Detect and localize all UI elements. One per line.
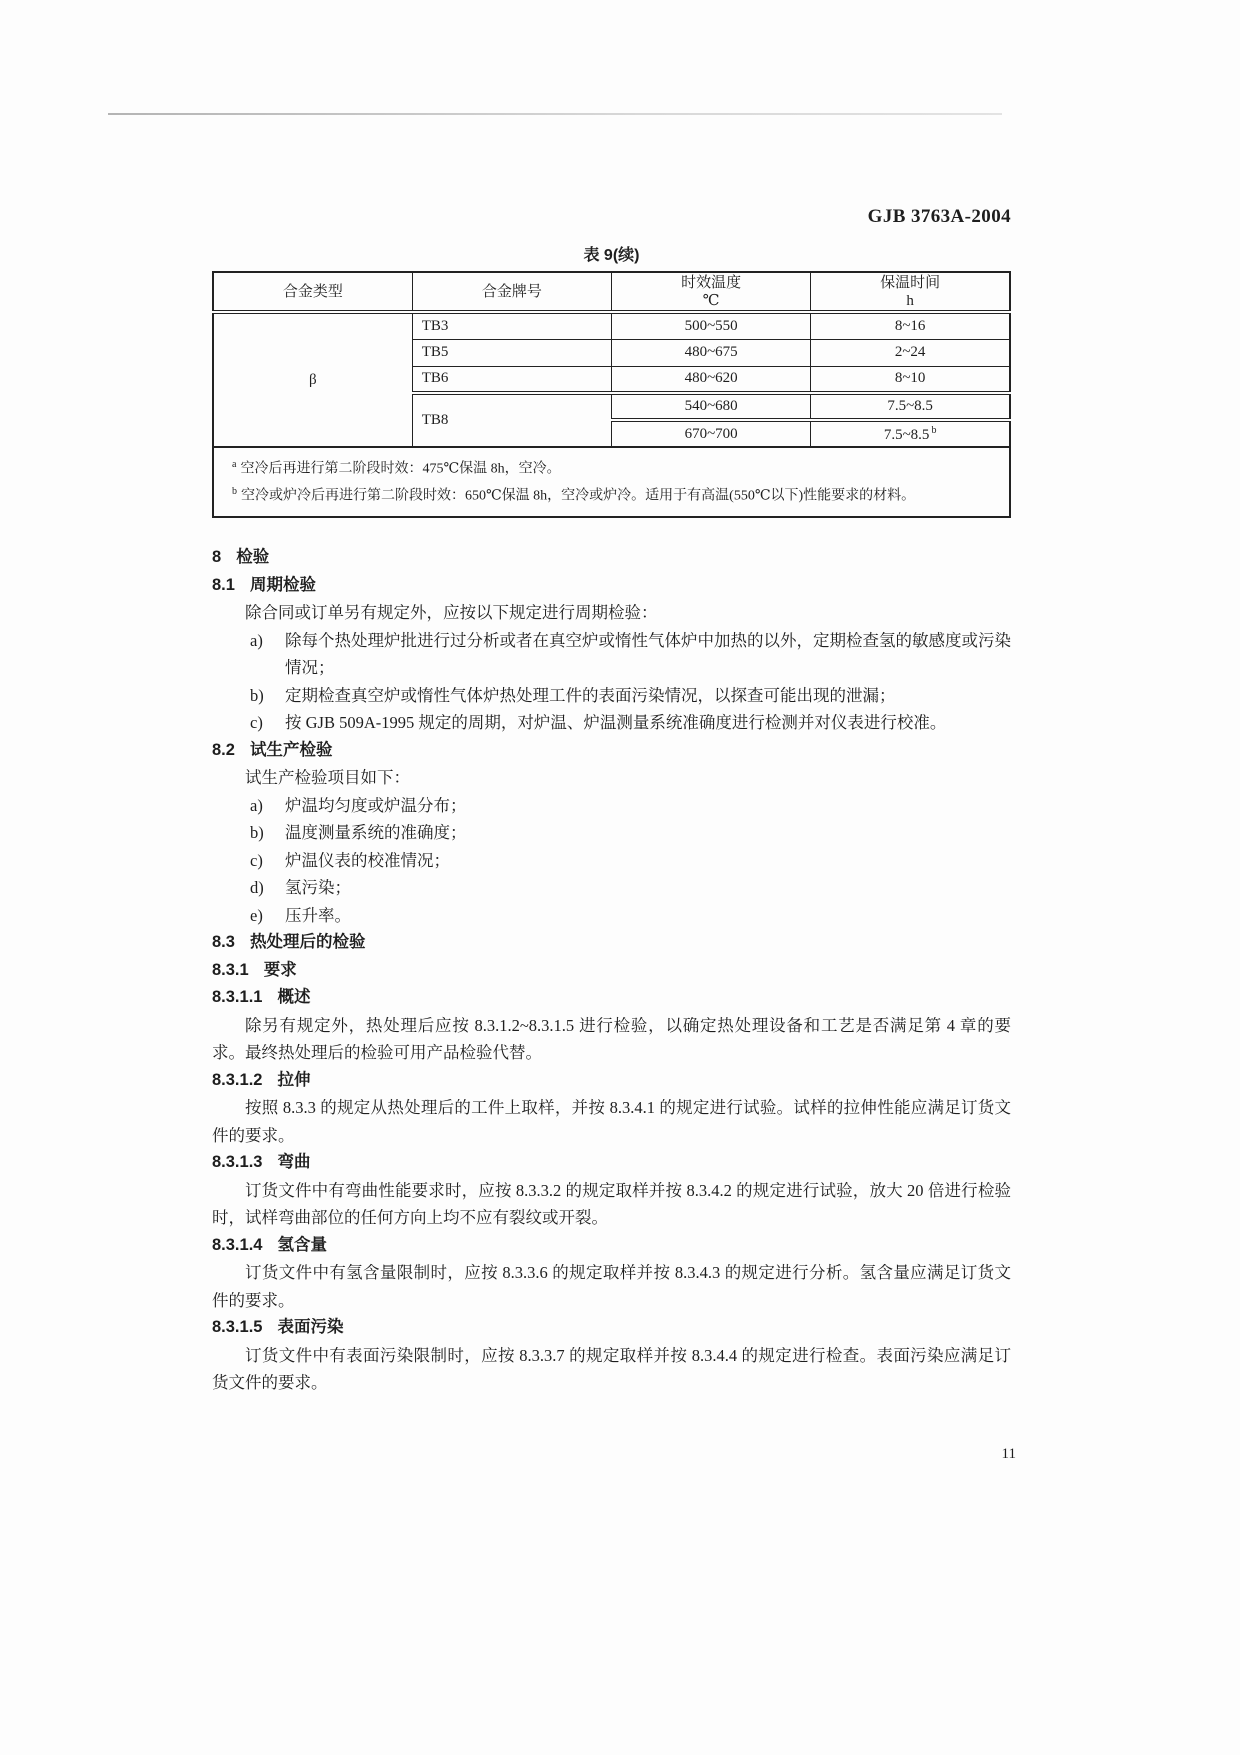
col-header-alloy-grade — [412, 272, 611, 312]
table-footnotes-cell — [213, 447, 1010, 517]
page-number: 11 — [1001, 1446, 1016, 1462]
section-number: 8.3.1.4 — [212, 1235, 263, 1254]
footnote-a — [232, 454, 995, 481]
list-item-label: e) — [250, 905, 263, 925]
section-title: 要求 — [263, 960, 297, 979]
cell-grade-tb6: TB6 — [412, 366, 611, 393]
cell-temp-tb8-1: 540~680 — [612, 393, 811, 420]
list-item-label: b) — [250, 823, 264, 843]
section-title: 概述 — [277, 988, 311, 1007]
col-header-aging-temperature-label: 时效温度 — [681, 274, 742, 291]
col-header-holding-time-label: 保温时间 — [880, 274, 941, 291]
col-header-holding-time-unit: h — [906, 292, 914, 309]
list-item-label: b) — [250, 685, 264, 705]
section-title: 拉伸 — [277, 1070, 311, 1089]
cell-time-tb8-2-value: 7.5~8.5 — [883, 426, 930, 443]
table-9-body — [213, 312, 1010, 517]
col-header-alloy-type — [213, 272, 412, 312]
section-number: 8.2 — [212, 740, 235, 759]
section-8-3-1-5-body: 订货文件中有表面污染限制时，应按 8.3.3.7 的规定取样并按 8.3.4.4 的规定进行检查。表面污染应满足订货文件的要求。 — [212, 1345, 1011, 1393]
list-item-label: a) — [250, 795, 263, 815]
cell-alloy-type: β — [213, 312, 412, 447]
cell-grade-tb3: TB3 — [412, 312, 611, 339]
list-item-text: 按 GJB 509A-1995 规定的周期，对炉温、炉温测量系统准确度进行检测并对仪表进行校准。 — [285, 713, 947, 733]
section-8-3-1-2-body: 按照 8.3.3 的规定从热处理后的工件上取样，并按 8.3.4.1 的规定进行试验。试样的拉伸性能应满足订货文件的要求。 — [212, 1098, 1011, 1145]
list-item — [212, 847, 1011, 875]
list-item-text: 除每个热处理炉批进行过分析或者在真空炉或惰性气体炉中加热的以外，定期检查氢的敏感度或污染情况； — [285, 630, 1011, 678]
cell-time-tb6: 8~10 — [811, 366, 1010, 393]
section-title: 热处理后的检验 — [249, 933, 366, 952]
list-item — [212, 792, 1011, 820]
section-number: 8.3.1 — [212, 960, 249, 979]
section-number: 8.3 — [212, 933, 235, 952]
section-number: 8.3.1.1 — [212, 988, 263, 1007]
section-number: 8.3.1.5 — [212, 1318, 263, 1337]
cell-time-tb8-1: 7.5~8.5 — [811, 393, 1010, 420]
col-header-holding-time — [811, 272, 1010, 312]
section-8-3-1-2-heading — [212, 1067, 1011, 1095]
list-item-label: d) — [250, 878, 264, 898]
table-header-row — [213, 272, 1010, 312]
list-item — [212, 902, 1011, 930]
section-title: 氢含量 — [277, 1235, 327, 1254]
table-9 — [212, 271, 1011, 518]
list-item — [212, 709, 1011, 737]
list-item-text: 压升率。 — [285, 905, 351, 925]
list-item-text: 温度测量系统的准确度； — [285, 823, 467, 843]
section-title: 弯曲 — [277, 1153, 311, 1172]
footnote-ref-b: b — [931, 424, 937, 436]
list-item — [212, 627, 1011, 682]
footnote-b-marker: b — [232, 485, 237, 497]
list-item-label: c) — [250, 713, 263, 733]
section-8-3-1-1-body: 除另有规定外，热处理后应按 8.3.1.2~8.3.1.5 进行检验，以确定热处理设备和工艺是否满足第 4 章的要求。最终热处理后的检验可用产品检验代替。 — [212, 1015, 1011, 1063]
footnote-b-text: 空冷或炉冷后再进行第二阶段时效：650℃保温 8h，空冷或炉冷。适用于有高温(550℃以下)性能要求的材料。 — [241, 488, 916, 504]
footnote-a-marker: a — [232, 459, 237, 470]
section-title: 检验 — [236, 548, 270, 567]
footnote-a-text: 空冷后再进行第二阶段时效：475℃保温 8h，空冷。 — [240, 461, 561, 477]
list-item — [212, 819, 1011, 847]
cell-temp-tb8-2: 670~700 — [612, 420, 811, 447]
col-header-aging-temperature — [612, 272, 811, 312]
list-item — [212, 682, 1011, 710]
section-number: 8.3.1.3 — [212, 1153, 263, 1172]
table-9-header — [213, 272, 1010, 312]
cell-grade-tb5: TB5 — [412, 339, 611, 366]
list-item-text: 炉温均匀度或炉温分布； — [285, 795, 467, 815]
section-8-3-1-5-heading — [212, 1314, 1011, 1342]
section-8-3-heading — [212, 929, 1011, 957]
page-content — [212, 204, 1011, 1397]
section-title: 试生产检验 — [249, 740, 333, 759]
section-8-3-1-heading — [212, 957, 1011, 985]
list-item-label: c) — [250, 850, 263, 870]
section-8-2-heading — [212, 737, 1011, 765]
footnote-b — [232, 481, 995, 508]
section-number: 8 — [212, 548, 222, 567]
section-8-3-1-3-heading — [212, 1149, 1011, 1177]
cell-time-tb5: 2~24 — [811, 339, 1010, 366]
section-number: 8.3.1.2 — [212, 1070, 263, 1089]
cell-temp-tb5: 480~675 — [612, 339, 811, 366]
table-title: 表 9(续) — [583, 247, 640, 264]
list-item-text: 氢污染； — [285, 878, 351, 898]
cell-grade-tb8: TB8 — [412, 393, 611, 447]
col-header-alloy-grade-label: 合金牌号 — [481, 283, 542, 300]
body-sections — [212, 544, 1011, 1397]
list-item — [212, 874, 1011, 902]
doc-number: GJB 3763A-2004 — [867, 206, 1011, 227]
section-8-3-1-1-heading — [212, 984, 1011, 1012]
section-title: 周期检验 — [249, 575, 316, 594]
cell-time-tb3: 8~16 — [811, 312, 1010, 339]
table-footnotes-row — [213, 447, 1010, 517]
section-8-2-intro: 试生产检验项目如下： — [245, 768, 410, 788]
section-number: 8.1 — [212, 575, 235, 594]
cell-temp-tb3: 500~550 — [612, 312, 811, 339]
list-item-label: a) — [250, 630, 263, 650]
col-header-aging-temperature-unit: ℃ — [702, 292, 720, 309]
section-8-1-intro: 除合同或订单另有规定外，应按以下规定进行周期检验： — [245, 603, 658, 623]
table-row — [213, 312, 1010, 339]
list-item-text: 炉温仪表的校准情况； — [285, 850, 450, 870]
col-header-alloy-type-label: 合金类型 — [282, 283, 343, 300]
section-8-heading — [212, 544, 1011, 572]
section-8-3-1-3-body: 订货文件中有弯曲性能要求时，应按 8.3.3.2 的规定取样并按 8.3.4.2 的规定进行试验，放大 20 倍进行检验时，试样弯曲部位的任何方向上均不应有裂纹或开裂。 — [212, 1180, 1011, 1228]
section-8-3-1-4-body: 订货文件中有氢含量限制时，应按 8.3.3.6 的规定取样并按 8.3.4.3 的规定进行分析。氢含量应满足订货文件的要求。 — [212, 1263, 1011, 1310]
list-item-text: 定期检查真空炉或惰性气体炉热处理工件的表面污染情况，以探查可能出现的泄漏； — [285, 685, 896, 705]
cell-temp-tb6: 480~620 — [612, 366, 811, 393]
section-8-1-heading — [212, 572, 1011, 600]
cell-time-tb8-2 — [811, 420, 1010, 447]
section-title: 表面污染 — [277, 1318, 344, 1337]
section-8-3-1-4-heading — [212, 1232, 1011, 1260]
scan-artifact-line — [108, 113, 1002, 115]
